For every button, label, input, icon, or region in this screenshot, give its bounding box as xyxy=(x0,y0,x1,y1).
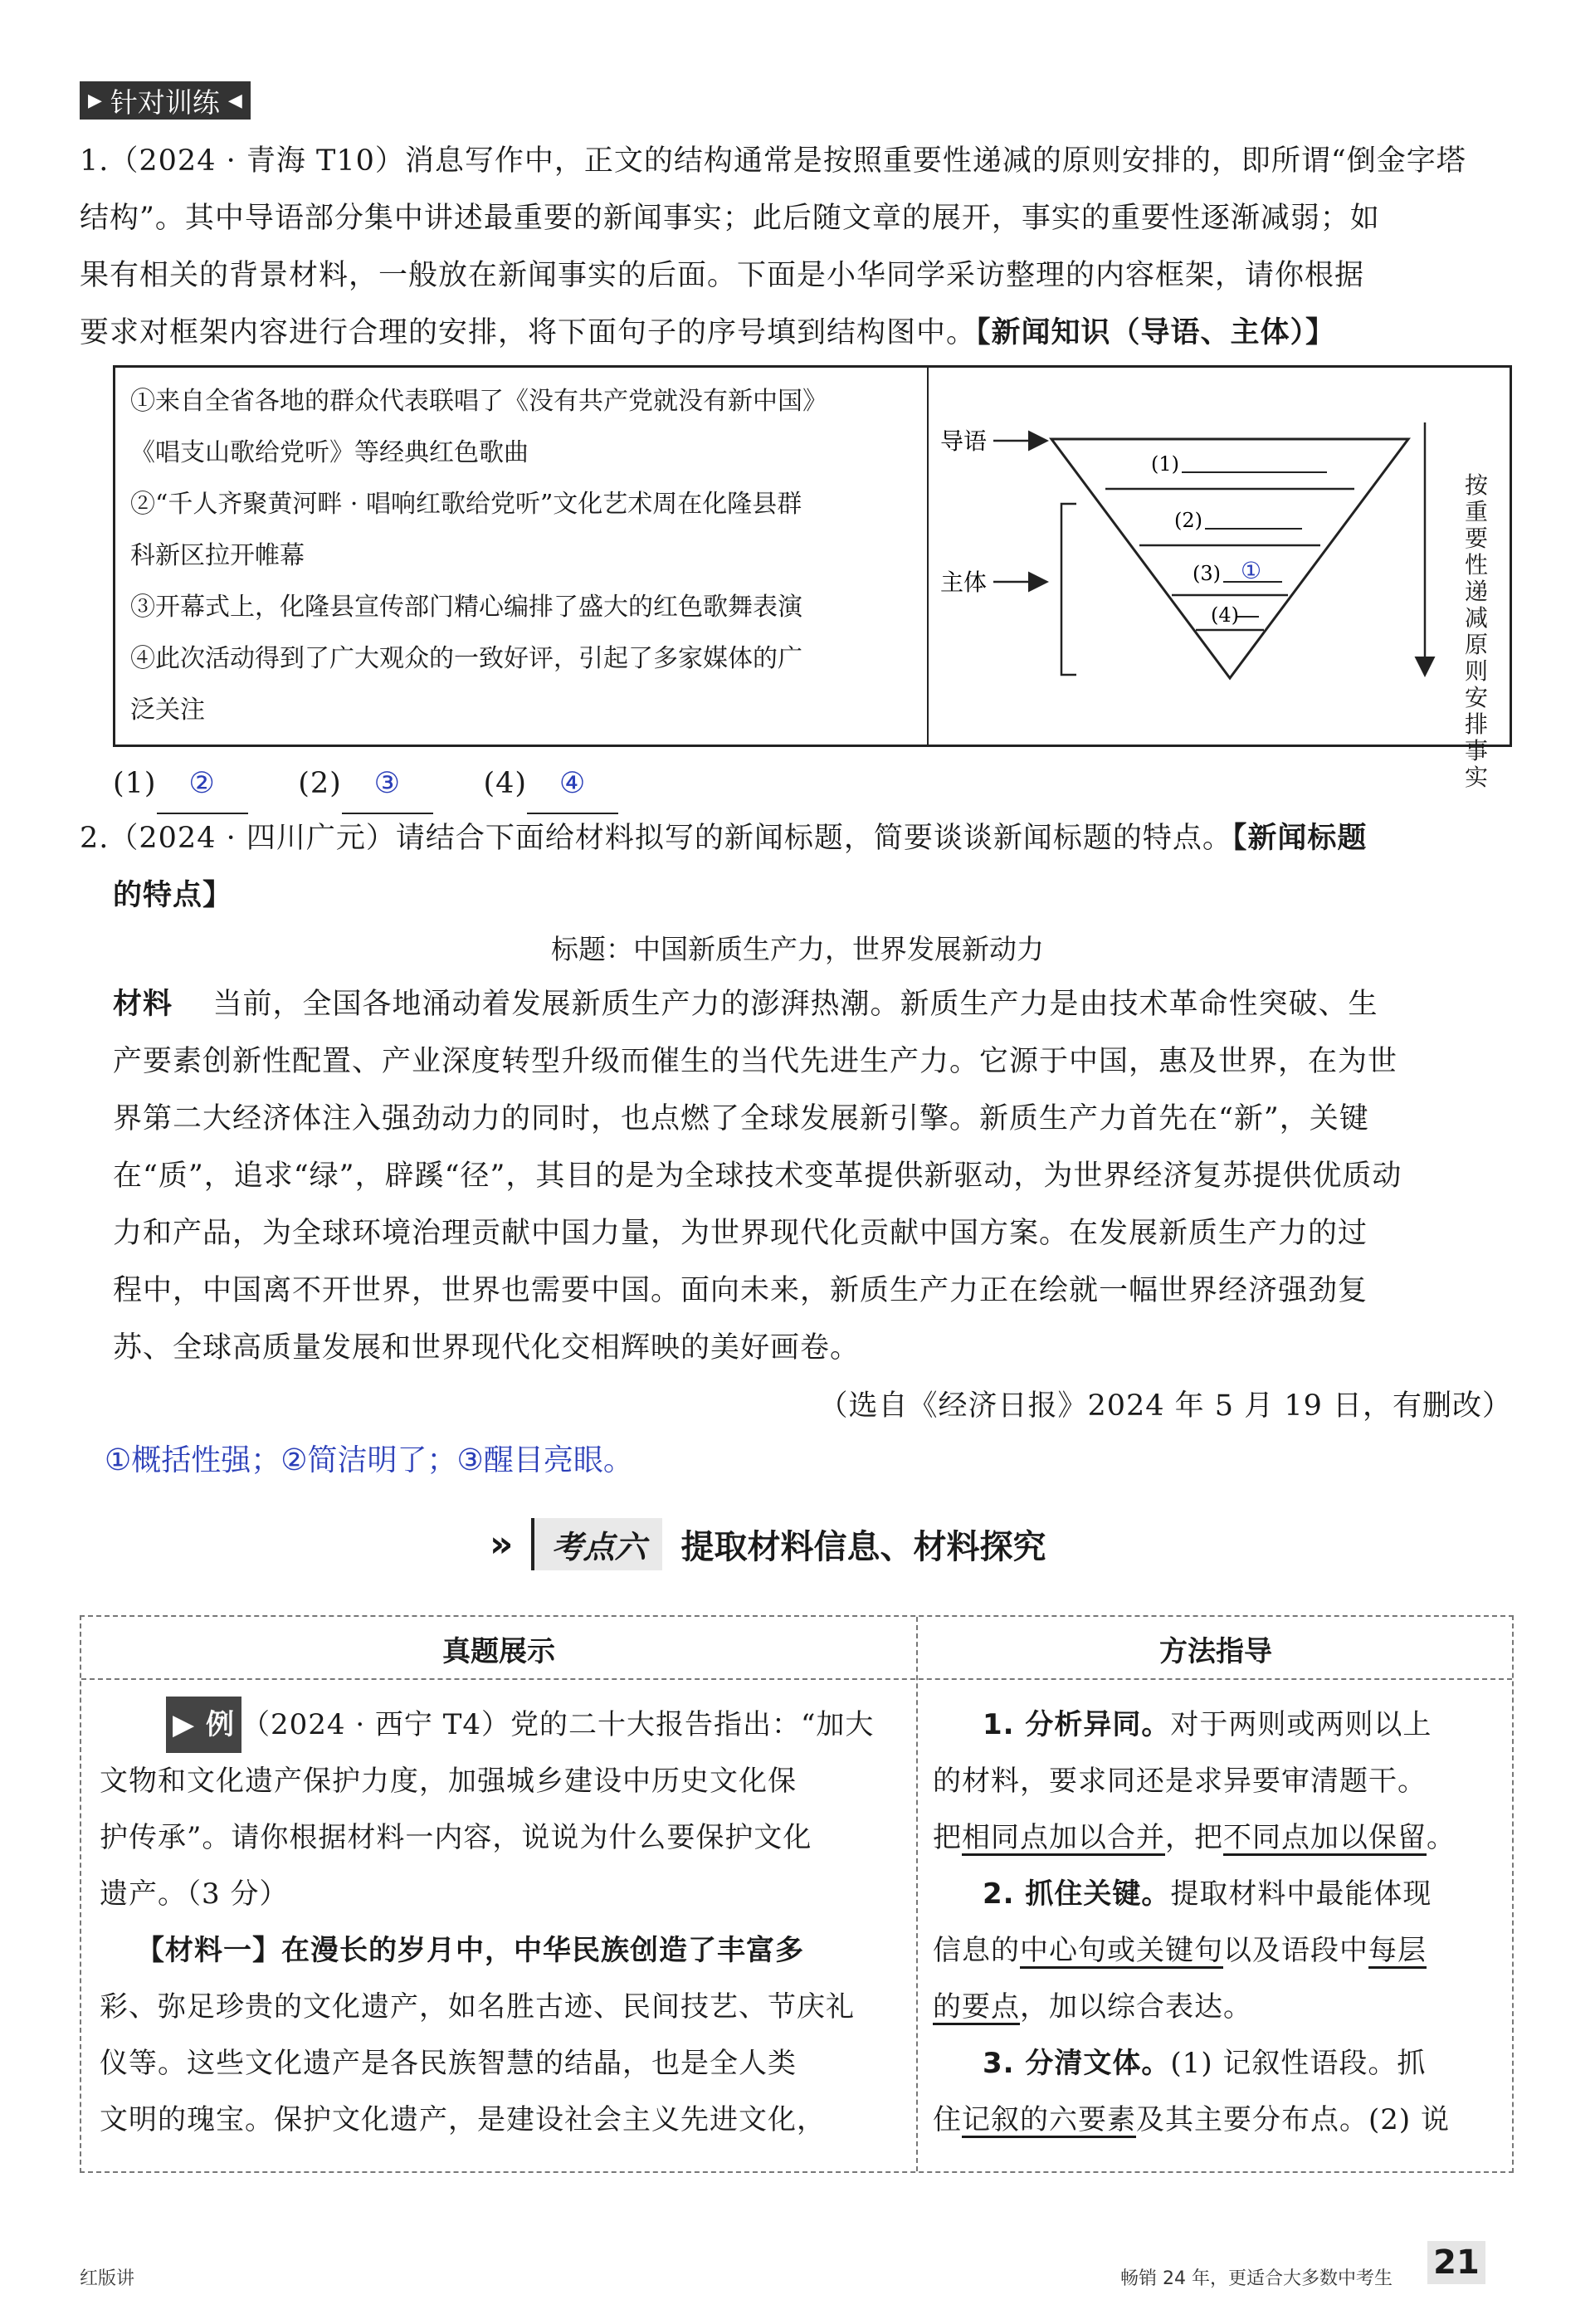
q2-line: 2.（2024 · 四川广元）请结合下面给材料拟写的新闻标题，简要谈谈新闻标题的特点。【新闻标题 xyxy=(80,822,1368,855)
q2-material xyxy=(113,976,1524,1377)
method-line: 的材料，要求同还是求异要审清题干。 xyxy=(933,1765,1427,1798)
inverted-pyramid-diagram xyxy=(929,368,1510,745)
lead-label: 导语 xyxy=(940,427,988,455)
table-header-divider xyxy=(81,1678,1512,1680)
method-line: 信息的中心句或关键句以及语段中每层 xyxy=(933,1934,1427,1967)
left-header: 真题展示 xyxy=(442,1635,555,1668)
example-line: ▶ 例 （2024 · 西宁 T4）党的二十大报告指出：“加大 xyxy=(100,1697,909,1753)
q2-tag: 【新闻标题 xyxy=(1232,822,1368,855)
list-item: ④此次活动得到了广大观众的一致好评，引起了多家媒体的广 xyxy=(130,644,802,673)
q1-items xyxy=(130,376,919,736)
question-2 xyxy=(80,810,1524,925)
play-right-icon: ▶ xyxy=(88,90,102,111)
example-tag: ▶ 例 xyxy=(166,1697,241,1753)
list-item: 《唱支山歌给党听》等经典红色歌曲 xyxy=(130,438,529,467)
method-column xyxy=(933,1697,1505,2148)
training-tag xyxy=(80,81,251,120)
section-header xyxy=(490,1519,1046,1569)
material-line: 材料 当前，全国各地涌动着发展新质生产力的澎湃热潮。新质生产力是由技术革命性突破、生 xyxy=(113,988,1378,1021)
play-left-icon: ◀ xyxy=(227,90,242,111)
body-label: 主体 xyxy=(940,569,988,596)
example-line: 文物和文化遗产保护力度，加强城乡建设中历史文化保 xyxy=(100,1765,797,1798)
slot-3-answer: ① xyxy=(1241,557,1262,584)
answer-1-blank: ② xyxy=(157,755,248,814)
example-line: 护传承”。请你根据材料一内容，说说为什么要保护文化 xyxy=(100,1821,812,1854)
section-label: 考点六 xyxy=(531,1518,662,1570)
method-line: 1. 分析异同。对于两则或两则以上 xyxy=(983,1708,1432,1741)
q2-answer: ①概括性强；②简洁明了；③醒目亮眼。 xyxy=(105,1443,633,1477)
method-line: 2. 抓住关键。提取材料中最能体现 xyxy=(983,1877,1432,1911)
q2-source: （选自《经济日报》2024 年 5 月 19 日，有删改） xyxy=(818,1389,1512,1423)
method-table xyxy=(80,1615,1514,2173)
order-label: 按重要性递减原则安排事实 xyxy=(1465,471,1489,791)
q1-line: 果有相关的背景材料，一般放在新闻事实的后面。下面是小华同学采访整理的内容框架，请你根据 xyxy=(80,259,1365,292)
answer-label: (4) xyxy=(483,767,528,800)
q1-line: 结构”。其中导语部分集中讲述最重要的新闻事实；此后随文章的展开，事实的重要性逐渐减弱；如 xyxy=(80,202,1380,235)
method-line: 住记叙的六要素及其主要分布点。(2) 说 xyxy=(933,2103,1450,2136)
method-line: 3. 分清文体。(1) 记叙性语段。抓 xyxy=(983,2047,1427,2080)
body-bracket xyxy=(1061,504,1076,675)
slot-1-label: (1) xyxy=(1151,452,1179,476)
q2-news-title: 标题：中国新质生产力，世界发展新动力 xyxy=(551,933,1044,965)
section-title: 提取材料信息、材料探究 xyxy=(680,1527,1046,1566)
list-item: ②“千人齐聚黄河畔 · 唱响红歌给党听”文化艺术周在化隆县群 xyxy=(130,490,802,519)
q1-line: 1.（2024 · 青海 T10）消息写作中，正文的结构通常是按照重要性递减的原则安排的，即所谓“倒金字塔 xyxy=(80,144,1466,178)
slot-2-label: (2) xyxy=(1174,509,1202,532)
material-line: 界第二大经济体注入强劲动力的同时，也点燃了全球发展新引擎。新质生产力首先在“新”，关键 xyxy=(113,1102,1369,1135)
material-line: 力和产品，为全球环境治理贡献中国力量，为世界现代化贡献中国方案。在发展新质生产力的过 xyxy=(113,1217,1368,1250)
right-header: 方法指导 xyxy=(1159,1635,1272,1668)
training-tag-label: 针对训练 xyxy=(110,85,220,119)
answer-4-blank: ④ xyxy=(527,755,618,814)
answer-label: (2) xyxy=(298,767,342,800)
double-chevron-icon: » xyxy=(490,1522,514,1565)
q1-answer-row xyxy=(113,755,860,814)
example-line: 仪等。这些文化遗产是各民族智慧的结晶，也是全人类 xyxy=(100,2047,797,2080)
slot-4-label: (4) xyxy=(1211,603,1239,627)
page-number: 21 xyxy=(1427,2241,1485,2284)
answer-2-blank: ③ xyxy=(342,755,433,814)
method-line: 把相同点加以合并，把不同点加以保留。 xyxy=(933,1821,1456,1854)
material-line: 苏、全球高质量发展和世界现代化交相辉映的美好画卷。 xyxy=(113,1331,861,1365)
example-line: 彩、弥足珍贵的文化遗产，如名胜古迹、民间技艺、节庆礼 xyxy=(100,1990,855,2024)
list-item: ①来自全省各地的群众代表联唱了《没有共产党就没有新中国》 xyxy=(130,387,827,416)
material-label: 材料 xyxy=(113,988,173,1021)
material-line: 产要素创新性配置、产业深度转型升级而催生的当代先进生产力。它源于中国，惠及世界，在为世 xyxy=(113,1045,1398,1078)
example-line: 遗产。（3 分） xyxy=(100,1877,289,1911)
list-item: 泛关注 xyxy=(130,696,205,725)
answer-label: (1) xyxy=(113,767,157,800)
material-line: 程中，中国离不开世界，世界也需要中国。面向未来，新质生产力正在绘就一幅世界经济强劲复 xyxy=(113,1274,1368,1307)
list-item: 科新区拉开帷幕 xyxy=(130,541,305,570)
table-col-divider xyxy=(916,1617,918,2171)
pyramid-outline xyxy=(1051,439,1408,678)
method-line: 的要点，加以综合表达。 xyxy=(933,1990,1252,2024)
example-line: 文明的瑰宝。保护文化遗产，是建设社会主义先进文化， xyxy=(100,2103,826,2136)
q2-tag-cont: 的特点】 xyxy=(113,879,233,912)
material-line: 在“质”，追求“绿”，辟蹊“径”，其目的是为全球技术变革提供新驱动，为世界经济复苏提供优质动 xyxy=(113,1160,1402,1193)
footer-slogan: 畅销 24 年，更适合大多数中考生 xyxy=(1120,2268,1393,2289)
q1-line: 要求对框架内容进行合理的安排，将下面句子的序号填到结构图中。【新闻知识（导语、主体）】 xyxy=(80,316,1336,349)
footer-brand: 红版讲 xyxy=(80,2268,135,2289)
q1-knowledge-tag: 【新闻知识（导语、主体）】 xyxy=(976,316,1336,349)
question-1 xyxy=(80,133,1524,362)
example-column xyxy=(100,1697,909,2148)
slot-3-label: (3) xyxy=(1193,562,1221,585)
q1-framework-box xyxy=(113,365,1512,791)
list-item: ③开幕式上，化隆县宣传部门精心编排了盛大的红色歌舞表演 xyxy=(130,593,802,622)
example-line: 【材料一】在漫长的岁月中，中华民族创造了丰富多 xyxy=(136,1934,804,1967)
